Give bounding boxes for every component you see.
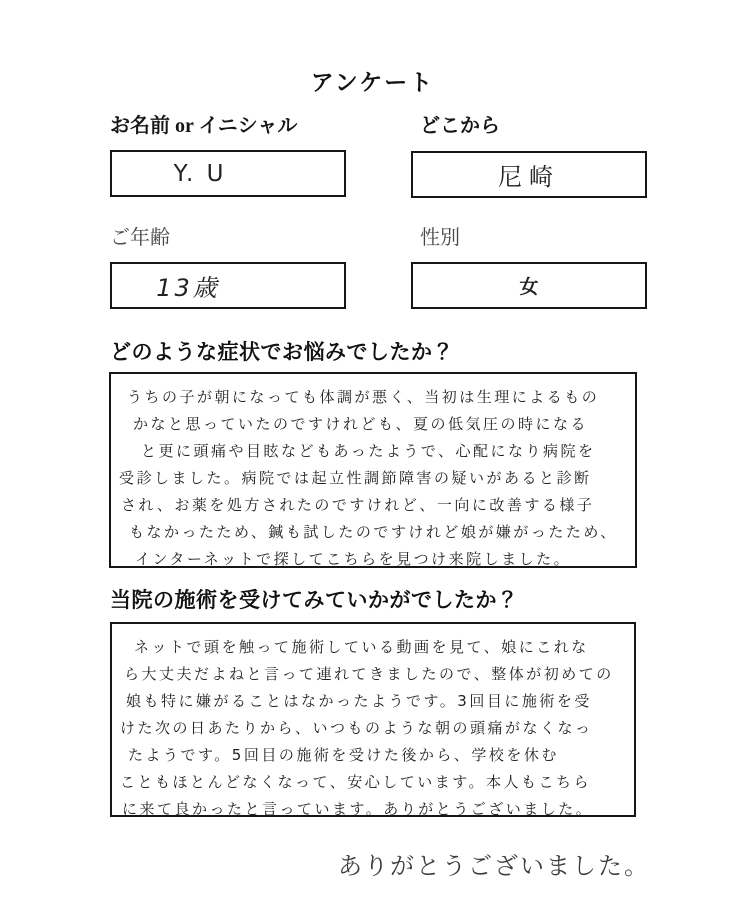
review-question-heading: 当院の施術を受けてみていかがでしたか？ (110, 588, 519, 612)
symptoms-answer-box (109, 372, 637, 568)
thanks-note: ありがとうございました。 (338, 854, 650, 880)
name-field-value: Y. U (173, 160, 227, 187)
review-answer-line: に来て良かったと言っています。ありがとうございました。 (122, 800, 594, 818)
age-field-value: 13歳 (156, 274, 220, 302)
page-title: アンケート (310, 70, 435, 95)
review-answer-line: ら大丈夫だよねと言って連れてきましたので、整体が初めての (124, 665, 614, 683)
symptoms-answer-line: と更に頭痛や目眩などもあったようで、心配になり病院を (141, 442, 596, 460)
review-answer-line: けた次の日あたりから、いつものような朝の頭痛がなくなっ (120, 719, 593, 737)
review-answer-line: こともほとんどなくなって、安心しています。本人もこちら (120, 773, 592, 791)
symptoms-answer-line: うちの子が朝になっても体調が悪く、当初は生理によるもの (127, 388, 600, 406)
name-field-label: お名前 or イニシャル (110, 115, 298, 137)
review-answer-line: ネットで頭を触って施術している動画を見て、娘にこれな (134, 638, 589, 656)
age-field-label: ご年齢 (110, 227, 170, 249)
gender-field-box (411, 262, 647, 309)
from-field-value: 尼崎 (498, 163, 560, 191)
from-field-label: どこから (420, 115, 500, 137)
symptoms-answer-line: もなかったため、鍼も試したのですけれど娘が嫌がったため、 (129, 523, 618, 541)
symptoms-question-heading: どのような症状でお悩みでしたか？ (110, 340, 454, 364)
review-answer-box (110, 622, 636, 817)
review-answer-line: たようです。5回目の施術を受けた後から、学校を休む (128, 746, 559, 764)
symptoms-answer-line: かなと思っていたのですけれども、夏の低気圧の時になる (133, 415, 589, 433)
gender-field-label: 性別 (420, 227, 460, 249)
symptoms-answer-line: され、お薬を処方されたのですけれど、一向に改善する様子 (121, 496, 595, 514)
symptoms-answer-line: インターネットで探してこちらを見つけ来院しました。 (135, 550, 572, 568)
gender-field-value: 女 (519, 276, 539, 298)
name-field-box (110, 150, 346, 197)
symptoms-answer-line: 受診しました。病院では起立性調節障害の疑いがあると診断 (119, 469, 592, 487)
review-answer-line: 娘も特に嫌がることはなかったようです。3回目に施術を受 (126, 692, 592, 710)
age-field-box (110, 262, 346, 309)
from-field-box (411, 151, 647, 198)
